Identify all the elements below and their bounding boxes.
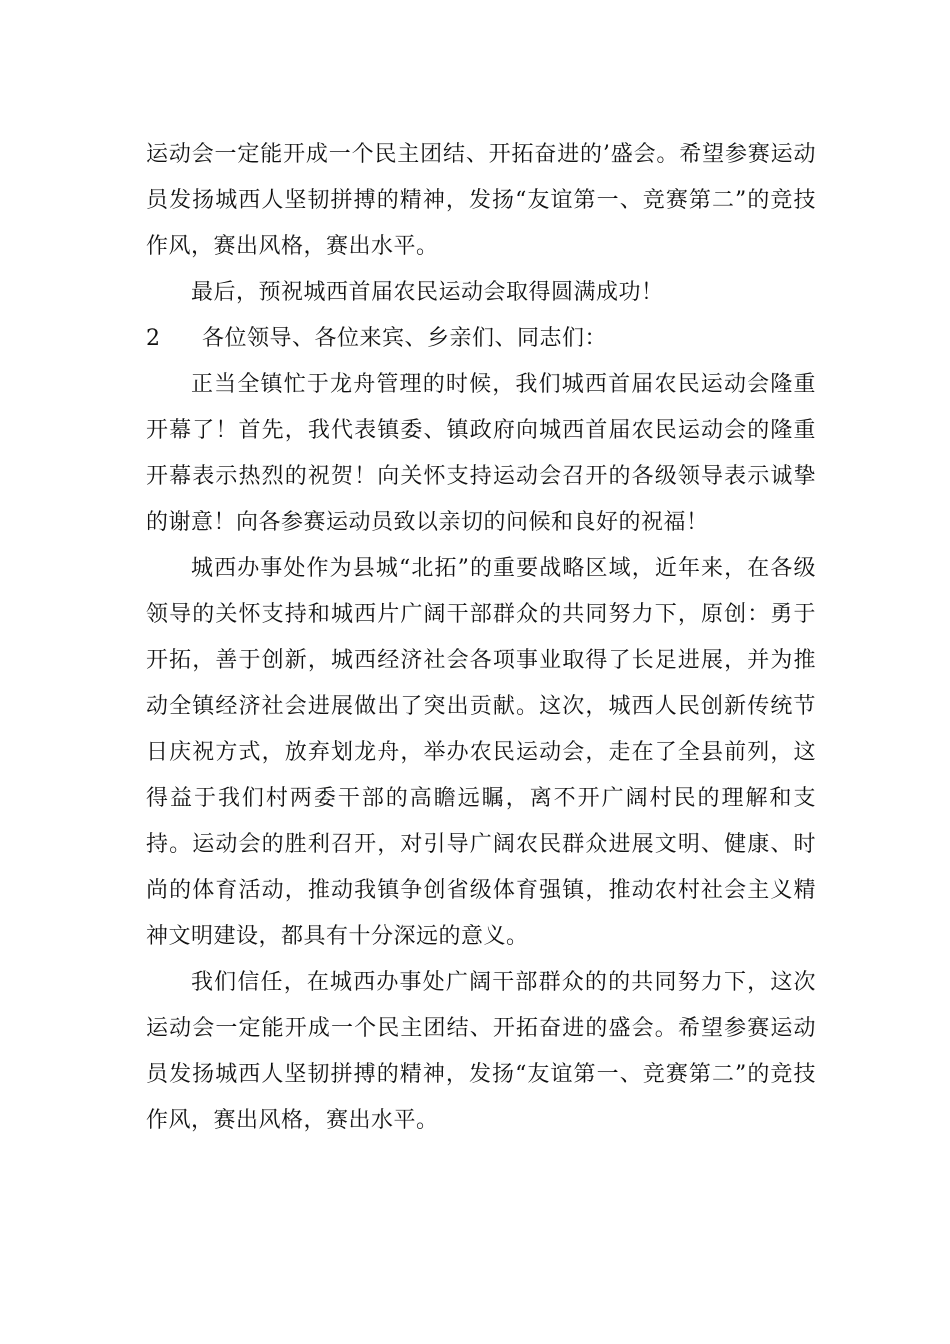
document-body (146, 132, 816, 1144)
paragraph-continued: 运动会一定能开成一个民主团结、开拓奋进的’盛会。希望参赛运动员发扬城西人坚韧拼搏的精神，发扬“友谊第一、竞赛第二”的竞技作风，赛出风格，赛出水平。 (146, 142, 816, 259)
paragraph-conclusion: 我们信任，在城西办事处广阔干部群众的的共同努力下，这次运动会一定能开成一个民主团结、开拓奋进的盛会。希望参赛运动员发扬城西人坚韧拼搏的精神，发扬“友谊第一、竞赛第二”的竞技作风，赛出风格，赛出水平。 (146, 970, 816, 1133)
salutation: 各位领导、各位来宾、乡亲们、同志们： (202, 326, 608, 351)
paragraph-opening: 正当全镇忙于龙舟管理的时候，我们城西首届农民运动会隆重开幕了！首先，我代表镇委、镇政府向城西首届农民运动会的隆重开幕表示热烈的祝贺！向关怀支持运动会召开的各级领导表示诚挚的谢意！向各参赛运动员致以亲切的问候和良好的祝福！ (146, 372, 816, 535)
paragraph-closing-wish: 最后，预祝城西首届农民运动会取得圆满成功！ (191, 280, 664, 305)
paragraph-background: 城西办事处作为县城“北拓”的重要战略区域，近年来，在各级领导的关怀支持和城西片广阔干部群众的共同努力下，原创：勇于开拓，善于创新，城西经济社会各项事业取得了长足进展，并为推动全镇经济社会进展做出了突出贡献。这次，城西人民创新传统节日庆祝方式，放弃划龙舟，举办农民运动会，走在了全县前列，这得益于我们村两委干部的高瞻远瞩，离不开广阔村民的理解和支持。运动会的胜利召开，对引导广阔农民群众进展文明、健康、时尚的体育活动，推动我镇争创省级体育强镇，推动农村社会主义精神文明建设，都具有十分深远的意义。 (146, 556, 816, 949)
section-number: 2 (146, 326, 161, 351)
section-heading (146, 316, 816, 362)
